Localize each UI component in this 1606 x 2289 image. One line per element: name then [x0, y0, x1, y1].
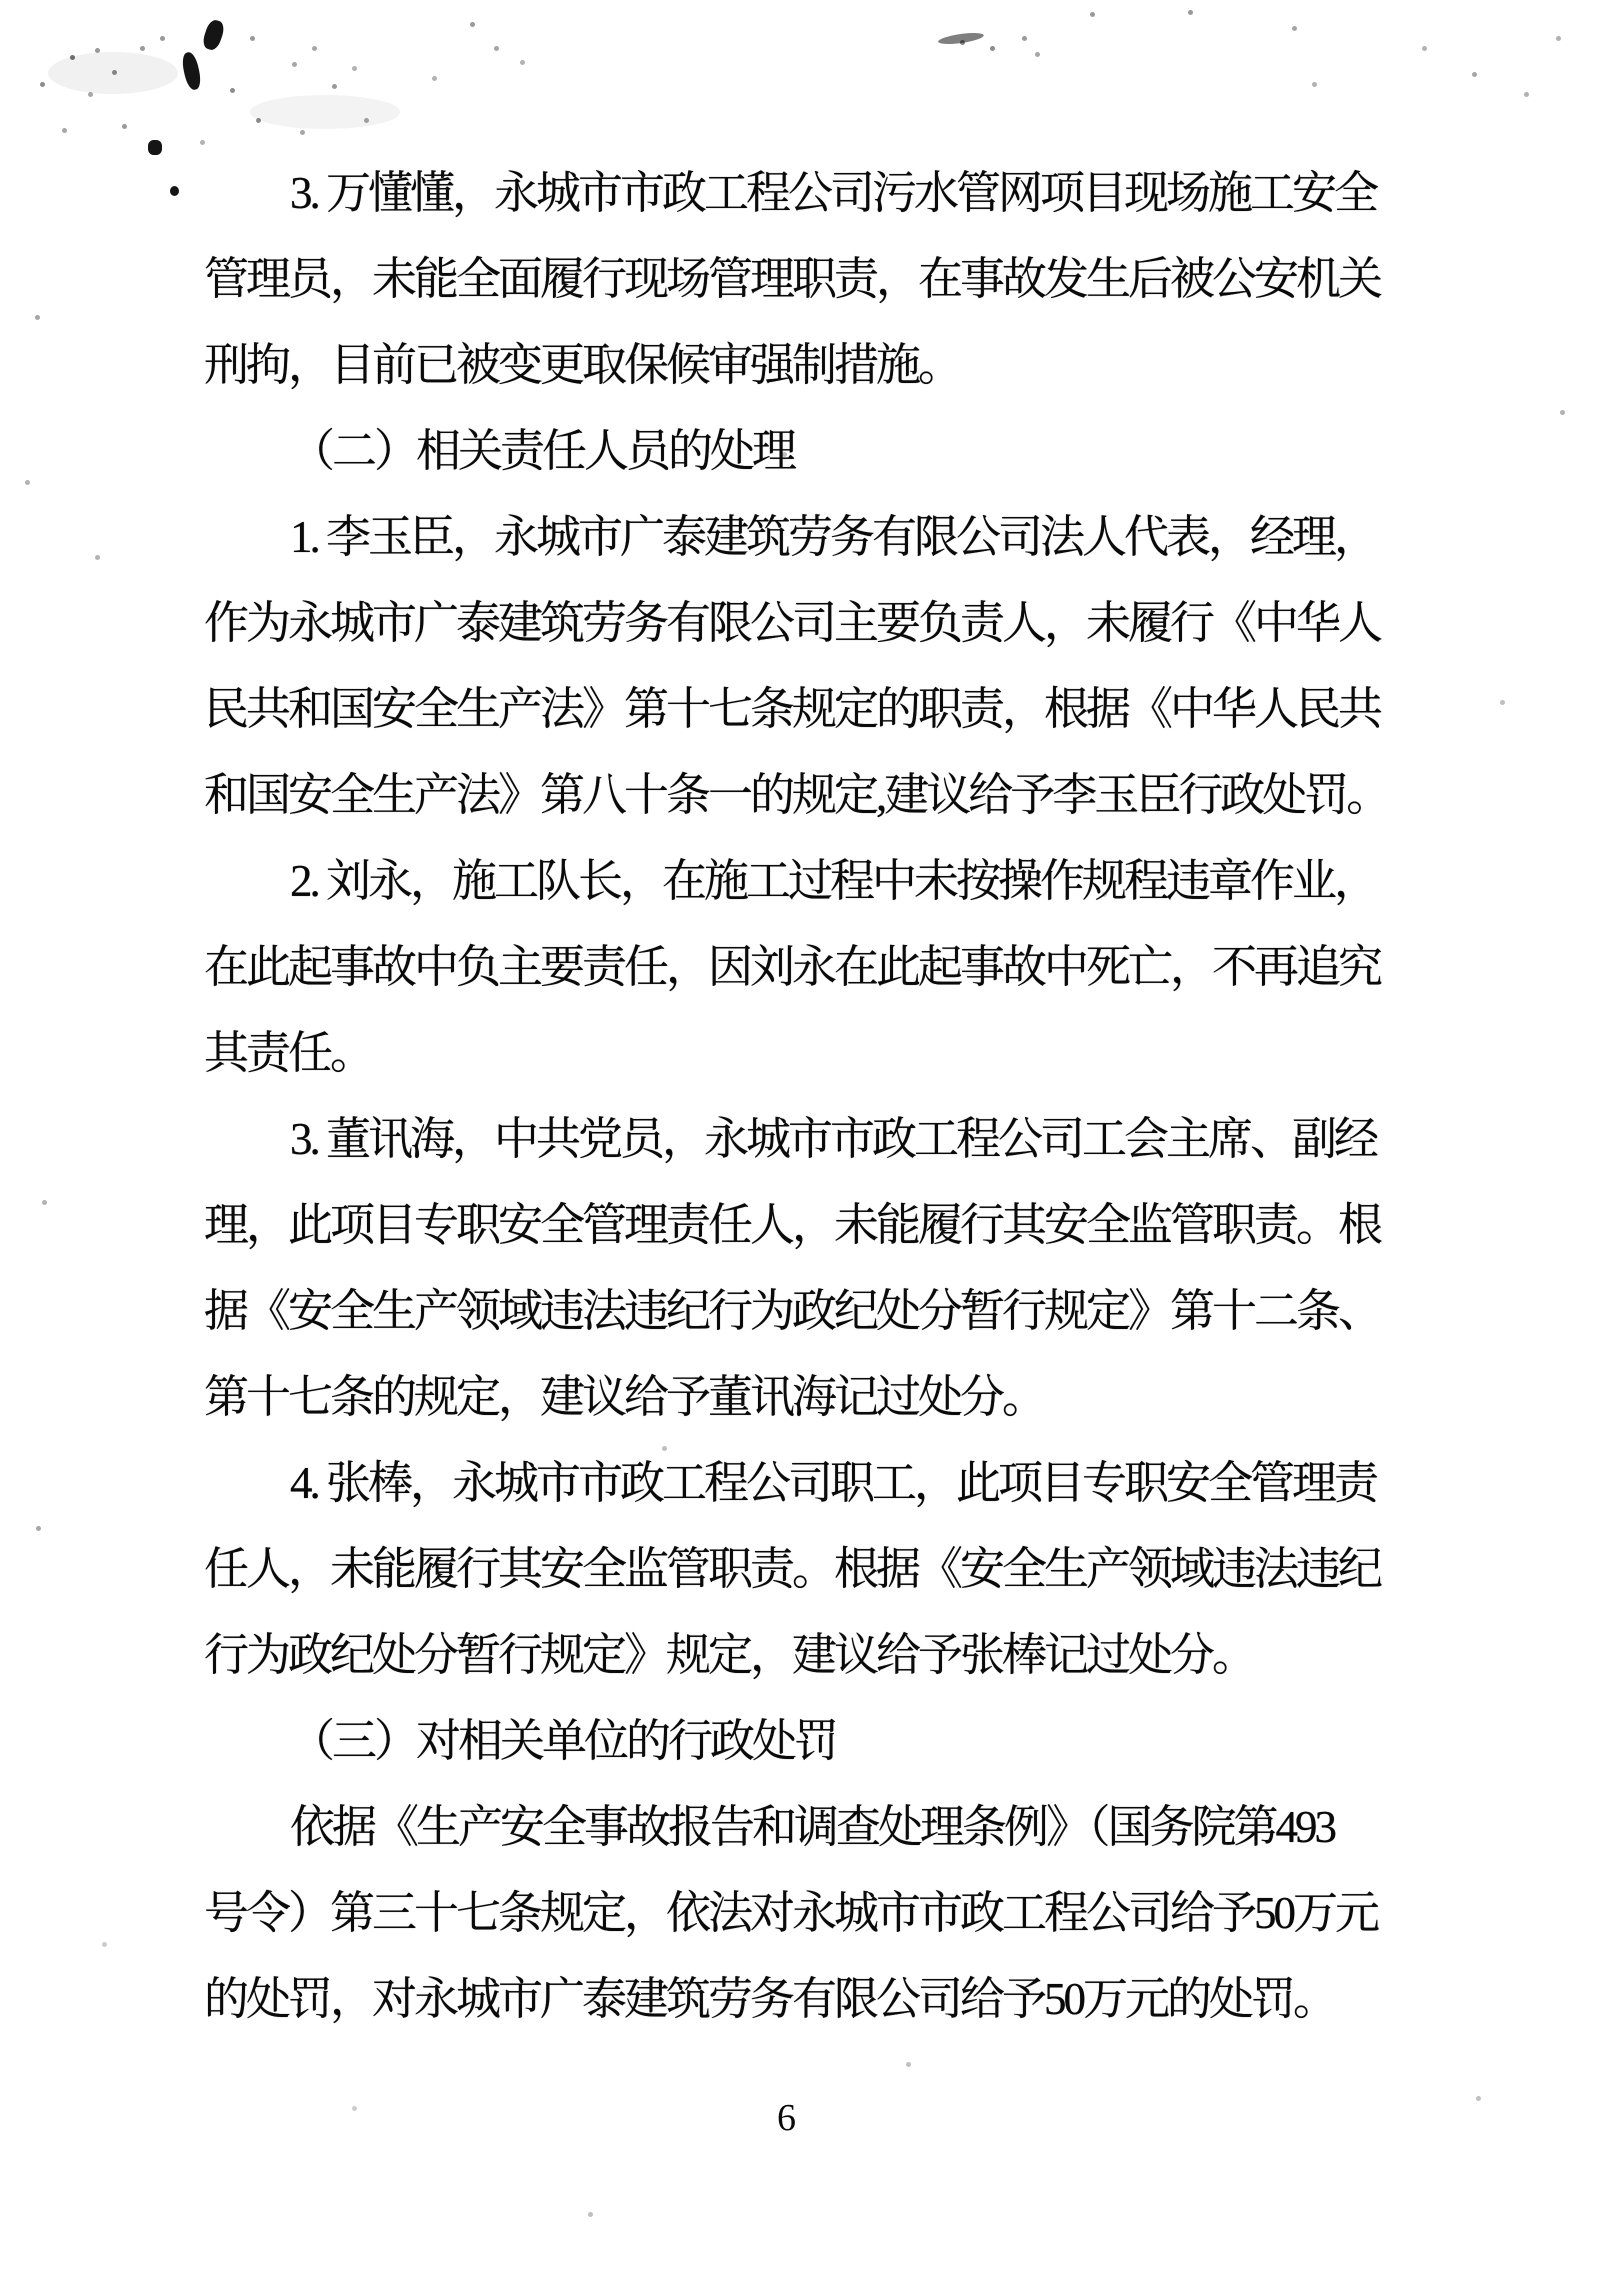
text-line: 1. 李玉臣，永城市广泰建筑劳务有限公司法人代表，经理， — [290, 512, 1377, 562]
ink-smudge — [938, 31, 985, 46]
section-heading-2: （二）相关责任人员的处理 — [290, 426, 795, 476]
text-line: 2. 刘永，施工队长，在施工过程中未按操作规程违章作业， — [290, 856, 1377, 906]
ink-smudge — [148, 140, 162, 155]
text-line: 和国安全生产法》第八十条一的规定,建议给予李玉臣行政处罚。 — [204, 770, 1389, 820]
text-line: 作为永城市广泰建筑劳务有限公司主要负责人，未履行《中华人 — [204, 598, 1381, 648]
text-line: 理，此项目专职安全管理责任人，未能履行其安全监管职责。根 — [204, 1200, 1381, 1250]
page-number: 6 — [777, 2097, 796, 2139]
scan-noise-dots — [0, 0, 5, 5]
text-line: 第十七条的规定，建议给予董讯海记过处分。 — [204, 1372, 1045, 1422]
text-line: 3. 董讯海，中共党员，永城市市政工程公司工会主席、副经 — [290, 1114, 1377, 1164]
text-line: 据《安全生产领域违法违纪行为政纪处分暂行规定》第十二条、 — [204, 1286, 1381, 1336]
ink-smudge — [170, 186, 179, 196]
ink-smudge — [201, 18, 226, 52]
text-line: 行为政纪处分暂行规定》规定，建议给予张棒记过处分。 — [204, 1630, 1255, 1680]
text-line: 民共和国安全生产法》第十七条规定的职责，根据《中华人民共 — [204, 684, 1381, 734]
text-line: 管理员，未能全面履行现场管理职责，在事故发生后被公安机关 — [204, 254, 1381, 304]
text-line: 号令）第三十七条规定，依法对永城市市政工程公司给予50万元 — [204, 1888, 1378, 1938]
text-line: 的处罚，对永城市广泰建筑劳务有限公司给予50万元的处罚。 — [204, 1974, 1336, 2024]
text-line: 刑拘，目前已被变更取保候审强制措施。 — [204, 340, 961, 390]
text-line: 在此起事故中负主要责任，因刘永在此起事故中死亡，不再追究 — [204, 942, 1381, 992]
text-line: 4. 张棒，永城市市政工程公司职工，此项目专职安全管理责 — [290, 1458, 1377, 1508]
ink-smudge — [180, 51, 203, 91]
text-line: 3. 万懂懂，永城市市政工程公司污水管网项目现场施工安全 — [290, 168, 1377, 218]
text-line: 任人，未能履行其安全监管职责。根据《安全生产领域违法违纪 — [204, 1544, 1381, 1594]
text-block — [204, 150, 1414, 2042]
section-heading-3: （三）对相关单位的行政处罚 — [290, 1716, 837, 1766]
text-line: 其责任。 — [204, 1028, 373, 1078]
ink-smudge — [250, 95, 400, 129]
ink-smudge — [48, 52, 178, 94]
text-line: 依据《生产安全事故报告和调查处理条例》（国务院第493 — [290, 1802, 1335, 1852]
